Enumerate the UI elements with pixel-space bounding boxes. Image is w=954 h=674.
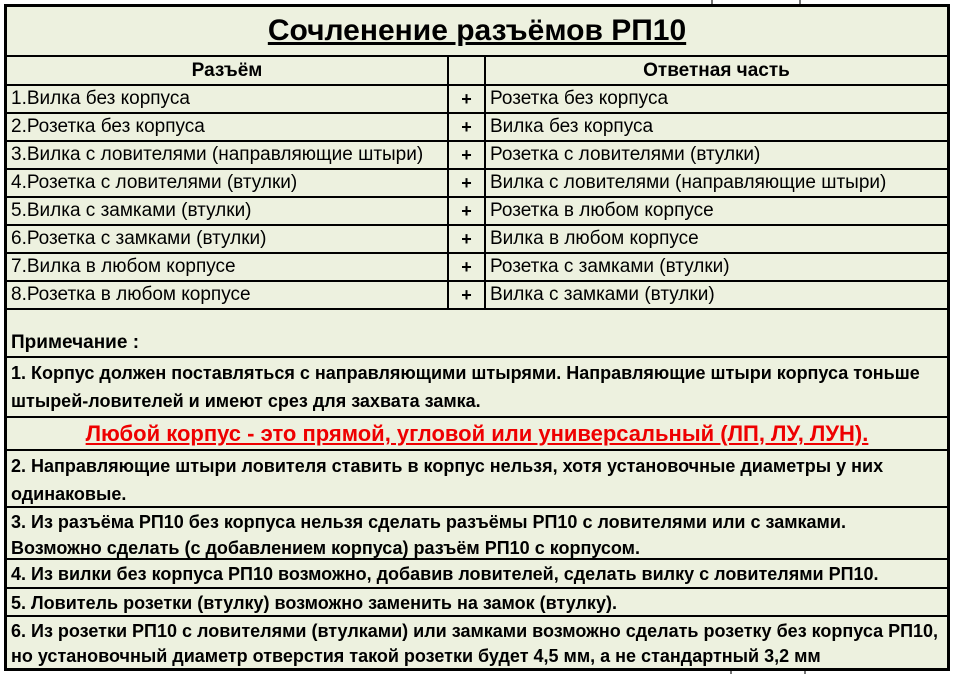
cell-connector: 4.Розетка с ловителями (втулки) [7, 170, 449, 196]
cell-join-symbol: + [449, 86, 486, 112]
note-item-5: 5. Ловитель розетки (втулку) возможно заменить на замок (втулку). [7, 589, 947, 617]
cell-connector: 3.Вилка с ловителями (направляющие штыри) [7, 142, 449, 168]
note-item-3: 3. Из разъёма РП10 без корпуса нельзя сделать разъёмы РП10 с ловителями или с замками. Возможно сделать (с добавлением корпуса) разъём РП10 с корпусом. [7, 508, 947, 560]
connector-mating-table [4, 4, 950, 671]
table-header-row [7, 57, 947, 86]
cell-connector: 7.Вилка в любом корпусе [7, 254, 449, 280]
table-row [7, 114, 947, 142]
table-row [7, 170, 947, 198]
title-row [7, 7, 947, 57]
cell-mate: Розетка с ловителями (втулки) [490, 144, 761, 165]
cell-mate: Розетка с замками (втулки) [490, 256, 730, 277]
header-cell-connector: Разъём [7, 57, 449, 84]
header-cell-join [449, 57, 486, 84]
cell-join-symbol: + [449, 198, 486, 224]
cell-join-symbol: + [449, 114, 486, 140]
cell-mate: Вилка с замками (втулки) [490, 284, 715, 305]
cell-join-symbol: + [449, 254, 486, 280]
cell-mate: Вилка без корпуса [490, 116, 654, 137]
cell-mate: Вилка в любом корпусе [490, 228, 699, 249]
cell-connector: 6.Розетка с замками (втулки) [7, 226, 449, 252]
table-row [7, 142, 947, 170]
table-row [7, 198, 947, 226]
cell-connector: 8.Розетка в любом корпусе [7, 282, 449, 308]
cell-connector: 5.Вилка с замками (втулки) [7, 198, 449, 224]
notes-heading: Примечание : [7, 310, 947, 358]
cell-connector: 1.Вилка без корпуса [7, 86, 449, 112]
cell-join-symbol: + [449, 226, 486, 252]
highlight-note-text: Любой корпус - это прямой, угловой или универсальный (ЛП, ЛУ, ЛУН). [85, 420, 869, 446]
table-row [7, 86, 947, 114]
cell-mate: Розетка в любом корпусе [490, 200, 714, 221]
cell-mate: Вилка с ловителями (направляющие штыри) [490, 172, 887, 193]
header-cell-mate: Ответная часть [643, 59, 790, 81]
table-row [7, 226, 947, 254]
table-row [7, 282, 947, 310]
cell-join-symbol: + [449, 170, 486, 196]
page-title: Сочленение разъёмов РП10 [267, 14, 687, 47]
highlight-note-row [7, 418, 947, 451]
note-item-1: 1. Корпус должен поставляться с направляющими штырями. Направляющие штыри корпуса тоньше штырей-ловителей и имеют срез для захвата замка. [7, 358, 947, 418]
cell-join-symbol: + [449, 282, 486, 308]
cell-join-symbol: + [449, 142, 486, 168]
cell-connector: 2.Розетка без корпуса [7, 114, 449, 140]
table-row [7, 254, 947, 282]
note-item-6: 6. Из розетки РП10 с ловителями (втулками) или замками возможно сделать розетку без корпуса РП10, но установочный диаметр отверстия такой розетки будет 4,5 мм, а не стандартный 3,2 мм [11, 621, 939, 666]
cell-mate: Розетка без корпуса [490, 88, 669, 109]
note-item-2: 2. Направляющие штыри ловителя ставить в корпус нельзя, хотя установочные диаметры у них одинаковые. [7, 451, 947, 508]
note-item-4: 4. Из вилки без корпуса РП10 возможно, добавив ловителей, сделать вилку с ловителями РП10. [7, 560, 947, 589]
